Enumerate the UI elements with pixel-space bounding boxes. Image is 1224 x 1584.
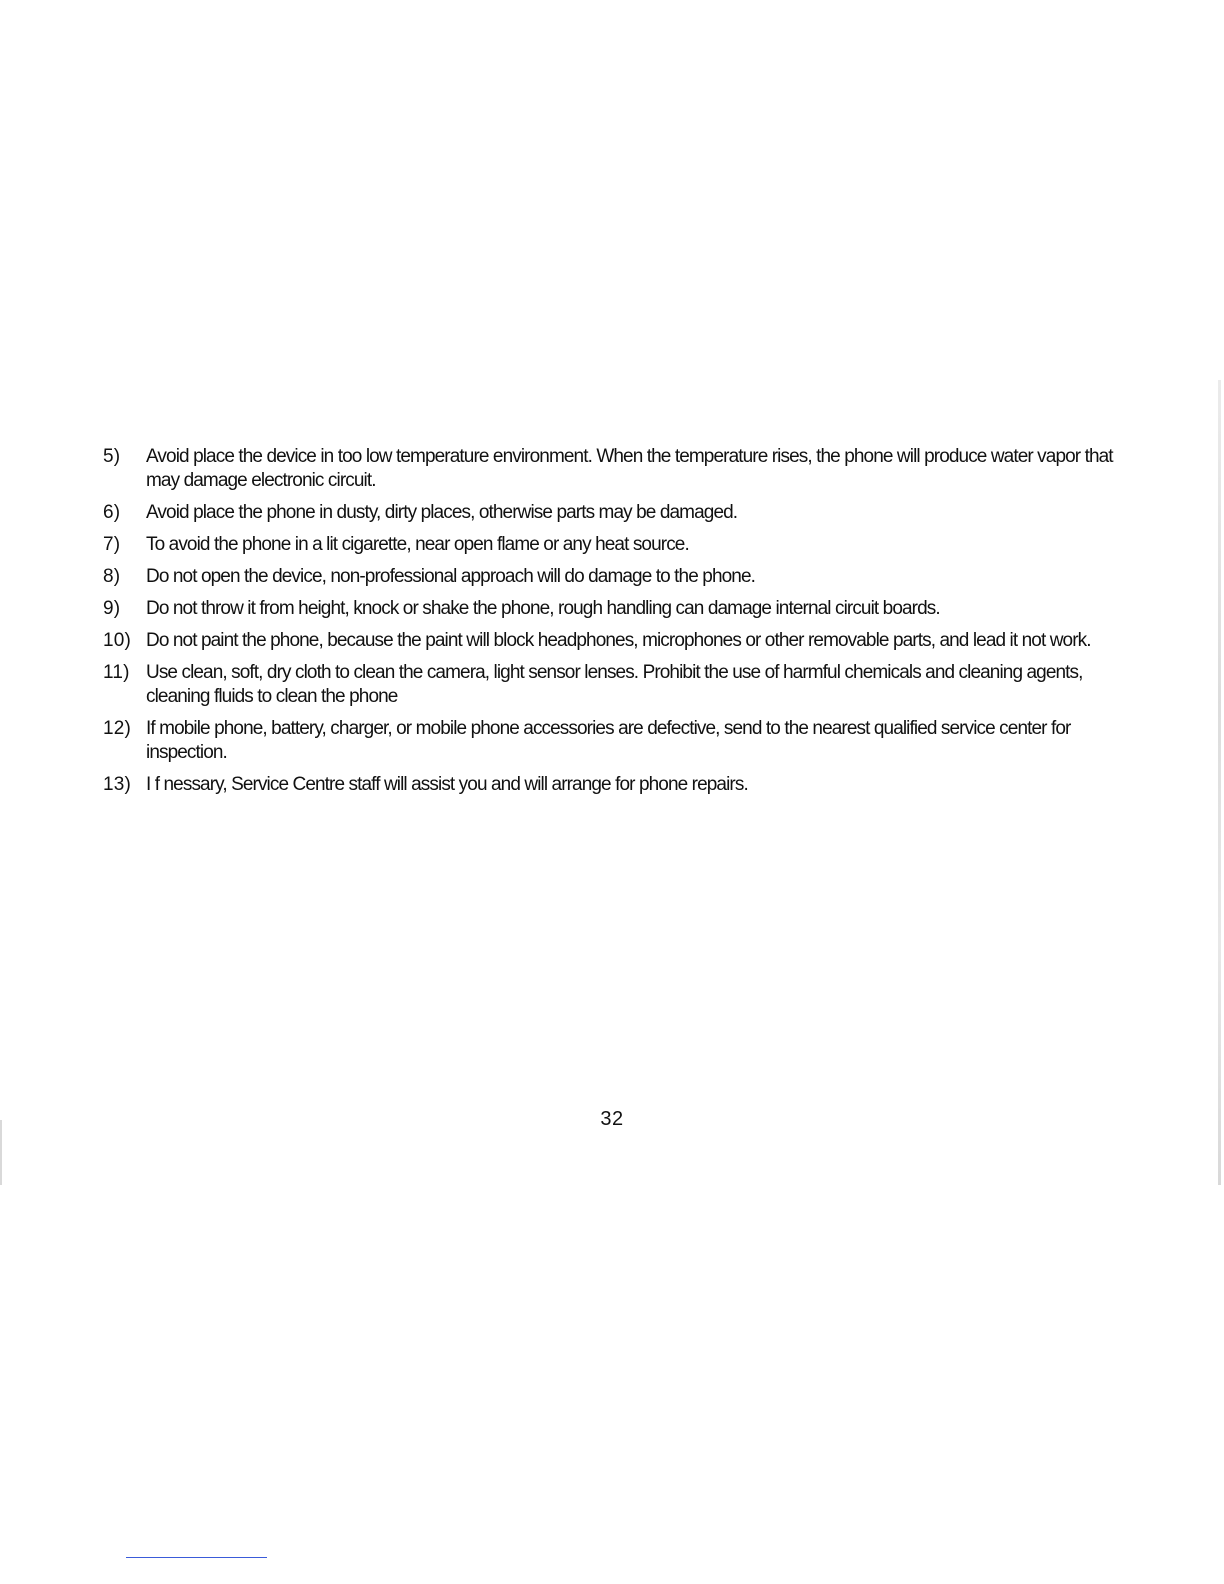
page-number: 32 (600, 1108, 624, 1130)
safety-precautions-list (103, 445, 1143, 805)
item-text: Avoid place the phone in dusty, dirty places, otherwise parts may be damaged. (146, 502, 738, 523)
list-item (103, 445, 1143, 493)
list-item (103, 597, 1143, 621)
list-item (103, 501, 1143, 525)
list-item (103, 773, 1143, 797)
scan-edge-mark (0, 1120, 2, 1185)
item-text: Do not open the device, non-professional approach will do damage to the phone. (146, 566, 755, 587)
list-item (103, 661, 1143, 709)
item-text: I f nessary, Service Centre staff will assist you and will arrange for phone repairs. (146, 774, 748, 795)
item-text: Do not paint the phone, because the paint will block headphones, microphones or other removable parts, and lead it not work. (146, 630, 1091, 651)
item-text: To avoid the phone in a lit cigarette, near open flame or any heat source. (146, 534, 689, 555)
item-number: 5) (103, 446, 121, 467)
item-text: If mobile phone, battery, charger, or mobile phone accessories are defective, send to the nearest qualified service center for inspection. (146, 718, 1071, 763)
item-number: 10) (103, 630, 132, 651)
list-item (103, 533, 1143, 557)
list-item (103, 629, 1143, 653)
item-text: Do not throw it from height, knock or shake the phone, rough handling can damage internal circuit boards. (146, 598, 940, 619)
list-item (103, 717, 1143, 765)
item-number: 13) (103, 774, 132, 795)
scan-edge-shadow (1218, 380, 1221, 1185)
item-number: 11) (103, 662, 130, 683)
item-number: 12) (103, 718, 132, 739)
item-number: 9) (103, 598, 121, 619)
bottom-rule (126, 1557, 267, 1558)
item-number: 8) (103, 566, 121, 587)
item-number: 6) (103, 502, 121, 523)
item-text: Use clean, soft, dry cloth to clean the camera, light sensor lenses. Prohibit the use of harmful chemicals and cleaning agents, cleaning fluids to clean the phone (146, 662, 1083, 707)
item-text: Avoid place the device in too low temperature environment. When the temperature rises, the phone will produce water vapor that may damage electronic circuit. (146, 446, 1113, 491)
item-number: 7) (103, 534, 121, 555)
list-item (103, 565, 1143, 589)
